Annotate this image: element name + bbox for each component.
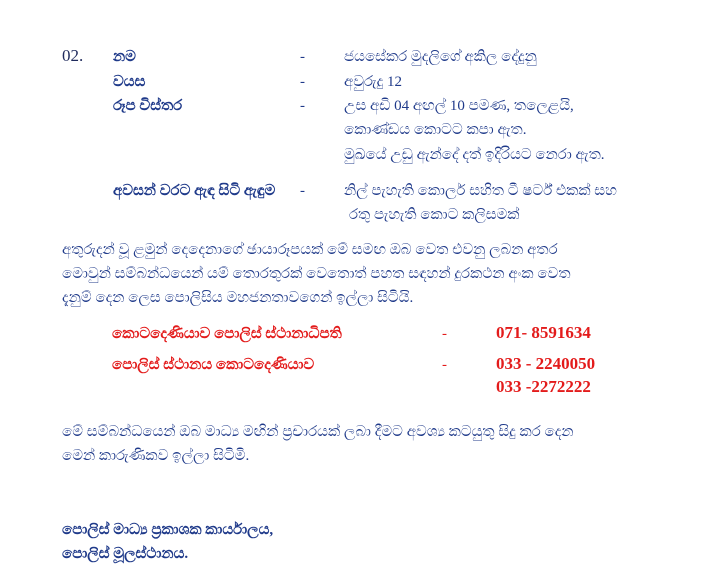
label-age: වයස bbox=[113, 74, 146, 90]
dash: - bbox=[442, 326, 447, 342]
dash: - bbox=[300, 183, 305, 199]
contact-label-station: පොලිස් ස්ථානය කොටදෙණියාව bbox=[112, 357, 315, 373]
value-description-line: කොණ්ඩය කොටට කපා ඇත. bbox=[344, 122, 527, 138]
record-number: 02. bbox=[62, 46, 84, 65]
contact-number: 033 - 2240050 bbox=[496, 354, 596, 373]
request-line: මේ සම්බන්ධයෙන් ඔබ මාධ්‍ය මඟින් ප්‍රචාරයක් ලබා දීමට අවශ්‍ය කටයුතු සිදු කර දෙන bbox=[62, 424, 574, 440]
contact-label-oic: කොටදෙණියාව පොලිස් ස්ථානාධිපති bbox=[112, 326, 342, 342]
contact-number: 033 -2272222 bbox=[496, 377, 591, 396]
dash: - bbox=[442, 357, 447, 373]
appeal-line: අතුරුදන් වූ ළමුන් දෙදෙනාගේ ඡායාරූපයක් මේ සමඟ ඔබ වෙත එවනු ලබන අතර bbox=[62, 242, 558, 258]
label-last-clothing: අවසන් වරට ඇඳ සිටි ඇඳුම bbox=[113, 183, 276, 199]
appeal-line: දැනුම් දෙන ලෙස පොලිසිය මහජනතාවගෙන් ඉල්ලා සිටියි. bbox=[62, 290, 414, 306]
request-line: මෙන් කාරුණිකව ඉල්ලා සිටිමි. bbox=[62, 448, 250, 464]
appeal-line: මොවුන් සම්බන්ධයෙන් යම් තොරතුරක් වෙතොත් පහත සඳහන් දුරකථන අංක වෙත bbox=[62, 266, 571, 282]
value-clothing-line: නිල් පැහැති කොලර් සහිත ටී ෂර්ට් එකක් සහ bbox=[344, 183, 617, 199]
value-clothing-line: රතු පැහැති කොට කලිසමක් bbox=[349, 207, 520, 223]
contact-number: 071- 8591634 bbox=[496, 323, 591, 342]
value-name: ජයසේකර මුදලිගේ අකිල දේදුනු bbox=[344, 49, 537, 65]
value-age: අවුරුදු 12 bbox=[344, 74, 402, 90]
value-description-line: උස අඩි 04 අඟල් 10 පමණ, තලෙළයි, bbox=[344, 98, 574, 114]
dash: - bbox=[300, 74, 305, 90]
value-description-line: මුඛයේ උඩු ඇන්දේ දත් ඉදිරියට නෙරා ඇත. bbox=[344, 147, 605, 163]
dash: - bbox=[300, 49, 305, 65]
label-name: නම bbox=[113, 49, 136, 65]
signature-office: පොලිස් මාධ්‍ය ප්‍රකාශක කාර්යාලය, bbox=[62, 522, 274, 538]
dash: - bbox=[300, 98, 305, 114]
label-description: රූප විස්තර bbox=[113, 98, 183, 114]
signature-headquarters: පොලිස් මූලස්ථානය. bbox=[62, 546, 189, 562]
